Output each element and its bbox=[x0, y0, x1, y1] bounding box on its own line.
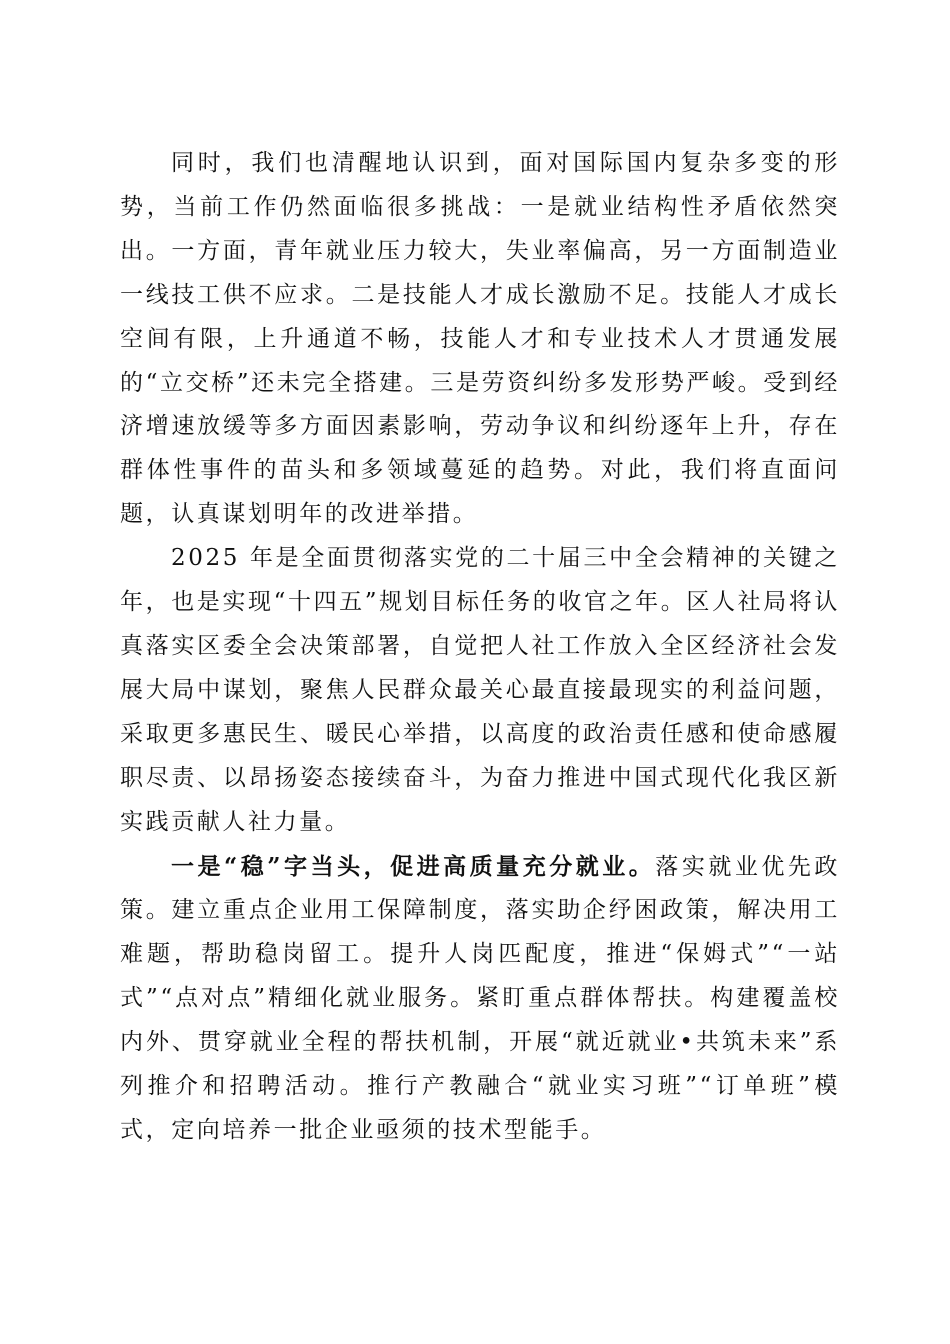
paragraph-2025-plan bbox=[120, 537, 840, 844]
paragraph-text: 落实就业优先政策。建立重点企业用工保障制度，落实助企纾困政策，解决用工难题，帮助稳岗留工。提升人岗匹配度，推进“保姆式”“一站式”“点对点”精细化就业服务。紧盯重点群体帮扶。构建覆盖校内外、贯穿就业全程的帮扶机制，开展“就近就业•共筑未来”系列推介和招聘活动。推行产教融合“就业实习班”“订单班”模式，定向培养一批企业亟须的技术型能手。 bbox=[120, 853, 841, 1143]
paragraph-lead-heading: 一是“稳”字当头，促进高质量充分就业。 bbox=[171, 852, 656, 880]
paragraph-text: 2025 年是全面贯彻落实党的二十届三中全会精神的关键之年，也是实现“十四五”规划目标任务的收官之年。区人社局将认真落实区委全会决策部署，自觉把人社工作放入全区经济社会发展大局中谋划，聚焦人民群众最关心最直接最现实的利益问题，采取更多惠民生、暖民心举措，以高度的政治责任感和使命感履职尽责、以昂扬姿态接续奋斗，为奋力推进中国式现代化我区新实践贡献人社力量。 bbox=[120, 545, 840, 835]
paragraph-challenges bbox=[120, 142, 840, 537]
paragraph-employment bbox=[120, 845, 840, 1153]
paragraph-text: 同时，我们也清醒地认识到，面对国际国内复杂多变的形势，当前工作仍然面临很多挑战：一是就业结构性矛盾依然突出。一方面，青年就业压力较大，失业率偏高，另一方面制造业一线技工供不应求。二是技能人才成长激励不足。技能人才成长空间有限，上升通道不畅，技能人才和专业技术人才贯通发展的“立交桥”还未完全搭建。三是劳资纠纷多发形势严峻。受到经济增速放缓等多方面因素影响，劳动争议和纠纷逐年上升，存在群体性事件的苗头和多领域蔓延的趋势。对此，我们将直面问题，认真谋划明年的改进举措。 bbox=[120, 150, 840, 528]
document-body bbox=[120, 142, 840, 1153]
